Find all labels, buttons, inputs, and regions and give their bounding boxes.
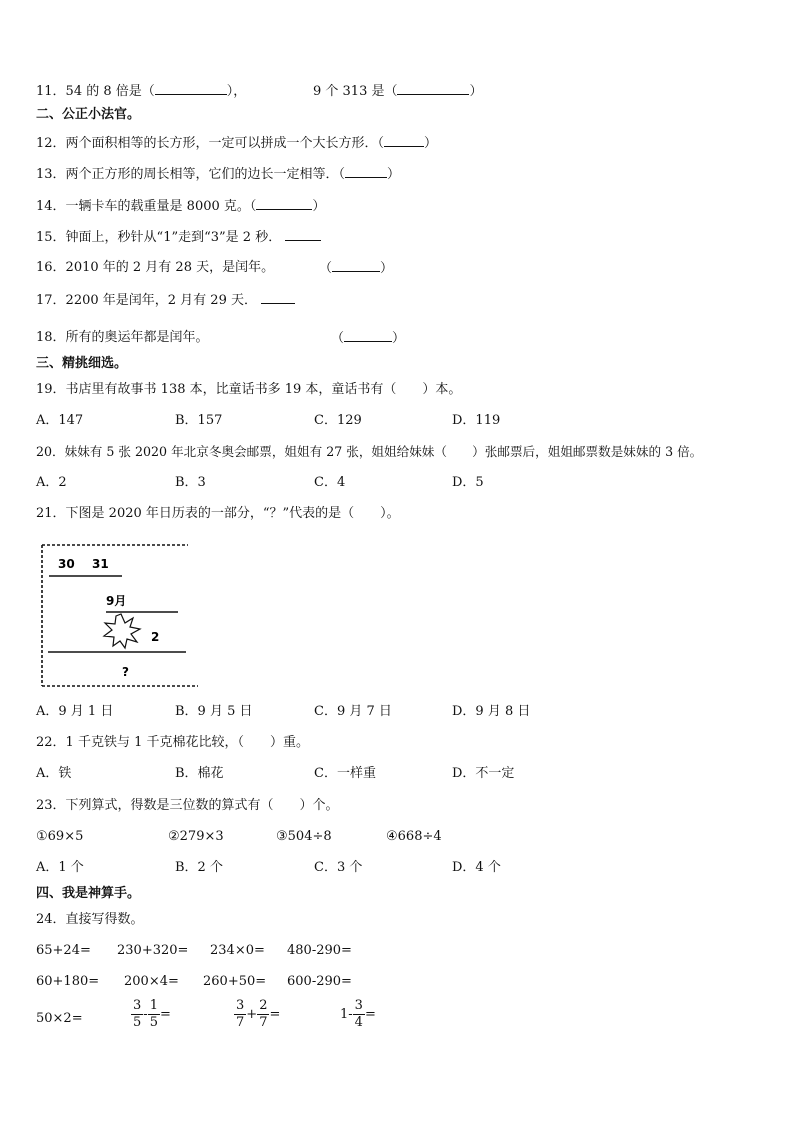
calendar-fragment-svg (36, 538, 206, 690)
calc-item: 230+320= (117, 943, 189, 958)
q18-open: （ (331, 331, 345, 346)
equals: = (364, 1007, 376, 1022)
question-20: 20．妹妹有 5 张 2020 年北京冬奥会邮票，姐姐有 27 张，姐姐给妹妹（ ）张邮票后，姐姐邮票数是妹妹的 3 倍。 (36, 444, 703, 459)
q22-option-c[interactable]: C．一样重 (314, 766, 376, 781)
q16-end: ） (380, 261, 394, 276)
q20-option-b[interactable]: B．3 (175, 475, 206, 490)
q12-text: 12．两个面积相等的长方形，一定可以拼成一个大长方形．（ (36, 136, 385, 151)
numerator: 2 (259, 998, 268, 1013)
q16-paren (319, 259, 393, 278)
denominator: 5 (133, 1015, 142, 1030)
numerator: 3 (354, 998, 363, 1013)
q23-option-d[interactable]: D．4 个 (452, 860, 501, 875)
q21-option-c[interactable]: C．9 月 7 日 (314, 704, 392, 719)
month-label: 9月 (106, 594, 127, 608)
q11-part-b (313, 82, 483, 101)
q14-end: ） (312, 199, 326, 214)
calendar-figure (36, 538, 206, 690)
q20-option-a[interactable]: A．2 (36, 475, 67, 490)
q19-option-c[interactable]: C．129 (314, 413, 362, 428)
fraction-expression-3 (340, 998, 376, 1031)
calc-item: 65+24= (36, 943, 91, 958)
calc-item: 50×2= (36, 1011, 83, 1026)
q20-option-d[interactable]: D．5 (452, 475, 484, 490)
calc-item: 600-290= (287, 974, 352, 989)
answer-blank[interactable] (261, 291, 295, 304)
calc-item: 234×0= (210, 943, 265, 958)
day-30: 30 (58, 557, 75, 571)
q11-part-a (36, 82, 246, 101)
numerator: 3 (236, 998, 245, 1013)
section-4-heading: 四、我是神算手。 (36, 886, 141, 901)
q23-expr-3: ③504÷8 (276, 829, 332, 844)
day-2: 2 (151, 630, 160, 644)
question-24: 24．直接写得数。 (36, 912, 144, 927)
fraction-expression-1 (131, 998, 171, 1031)
q19-option-b[interactable]: B．157 (175, 413, 223, 428)
q23-expr-1: ①69×5 (36, 829, 84, 844)
q11-a-end: ）， (226, 84, 247, 99)
denominator: 7 (259, 1015, 268, 1030)
question-13 (36, 165, 400, 184)
numerator: 1 (149, 998, 158, 1013)
q18-paren (331, 329, 405, 348)
question-21: 21．下图是 2020 年日历表的一部分，“？”代表的是（ ）。 (36, 506, 400, 521)
q23-expr-4: ④668÷4 (386, 829, 442, 844)
q21-option-a[interactable]: A．9 月 1 日 (36, 704, 114, 719)
q19-option-a[interactable]: A．147 (36, 413, 84, 428)
denominator: 4 (354, 1015, 363, 1030)
q15-text: 15．钟面上，秒针从“1”走到“3”是 2 秒． (36, 230, 282, 245)
q13-end: ） (387, 167, 401, 182)
question-17 (36, 291, 295, 310)
q23-expr-2: ②279×3 (168, 829, 224, 844)
q17-text: 17．2200 年是闰年，2 月有 29 天． (36, 293, 257, 308)
fraction (148, 998, 160, 1031)
fraction (353, 998, 365, 1031)
q21-option-d[interactable]: D．9 月 8 日 (452, 704, 531, 719)
q19-option-d[interactable]: D．119 (452, 413, 501, 428)
denominator: 5 (149, 1015, 158, 1030)
q22-option-b[interactable]: B．棉花 (175, 766, 224, 781)
q18-end: ） (392, 331, 406, 346)
fraction (131, 998, 143, 1031)
calc-item: 60+180= (36, 974, 100, 989)
question-15 (36, 228, 321, 247)
q23-option-b[interactable]: B．2 个 (175, 860, 223, 875)
q22-option-d[interactable]: D．不一定 (452, 766, 515, 781)
q11-b-end: ） (469, 84, 483, 99)
question-16 (36, 259, 274, 277)
q11-a-text: 11．54 的 8 倍是（ (36, 84, 155, 99)
numerator: 3 (133, 998, 142, 1013)
calc-item: 260+50= (203, 974, 267, 989)
question-12 (36, 134, 437, 153)
equals: = (159, 1007, 171, 1022)
question-mark: ? (122, 665, 129, 679)
answer-blank[interactable] (285, 228, 321, 241)
prefix: 1- (340, 1007, 353, 1022)
q21-option-b[interactable]: B．9 月 5 日 (175, 704, 253, 719)
q23-option-a[interactable]: A．1 个 (36, 860, 84, 875)
section-3-heading: 三、精挑细选。 (36, 356, 128, 371)
fraction (234, 998, 246, 1031)
question-22: 22．1 千克铁与 1 千克棉花比较，（ ）重。 (36, 735, 309, 750)
operator: - (143, 1007, 148, 1022)
equals: = (269, 1007, 281, 1022)
q16-open: （ (319, 261, 333, 276)
calc-item: 480-290= (287, 943, 352, 958)
q12-end: ） (424, 136, 438, 151)
answer-blank[interactable] (384, 134, 424, 147)
answer-blank[interactable] (397, 82, 469, 95)
denominator: 7 (236, 1015, 245, 1030)
q11-b-text: 9 个 313 是（ (313, 84, 398, 99)
question-19: 19．书店里有故事书 138 本，比童话书多 19 本，童话书有（ ）本。 (36, 382, 462, 397)
q18-text: 18．所有的奥运年都是闰年。 (36, 330, 209, 345)
section-2-heading: 二、公正小法官。 (36, 107, 141, 122)
answer-blank[interactable] (345, 165, 387, 178)
explosion-icon (104, 614, 140, 648)
question-18 (36, 329, 209, 347)
q14-text: 14．一辆卡车的载重量是 8000 克。（ (36, 199, 257, 214)
answer-blank[interactable] (256, 197, 312, 210)
day-31: 31 (92, 557, 109, 571)
q13-text: 13．两个正方形的周长相等，它们的边长一定相等．（ (36, 167, 346, 182)
q16-text: 16．2010 年的 2 月有 28 天，是闰年。 (36, 260, 275, 275)
q20-option-c[interactable]: C．4 (314, 475, 346, 490)
fraction-expression-2 (234, 998, 280, 1031)
q23-option-c[interactable]: C．3 个 (314, 860, 363, 875)
question-23: 23．下列算式，得数是三位数的算式有（ ）个。 (36, 798, 339, 813)
answer-blank[interactable] (332, 259, 380, 272)
question-14 (36, 197, 325, 216)
calc-item: 200×4= (124, 974, 179, 989)
q22-option-a[interactable]: A．铁 (36, 766, 72, 781)
operator: + (246, 1007, 258, 1022)
fraction (257, 998, 269, 1031)
answer-blank[interactable] (155, 82, 227, 95)
answer-blank[interactable] (344, 329, 392, 342)
